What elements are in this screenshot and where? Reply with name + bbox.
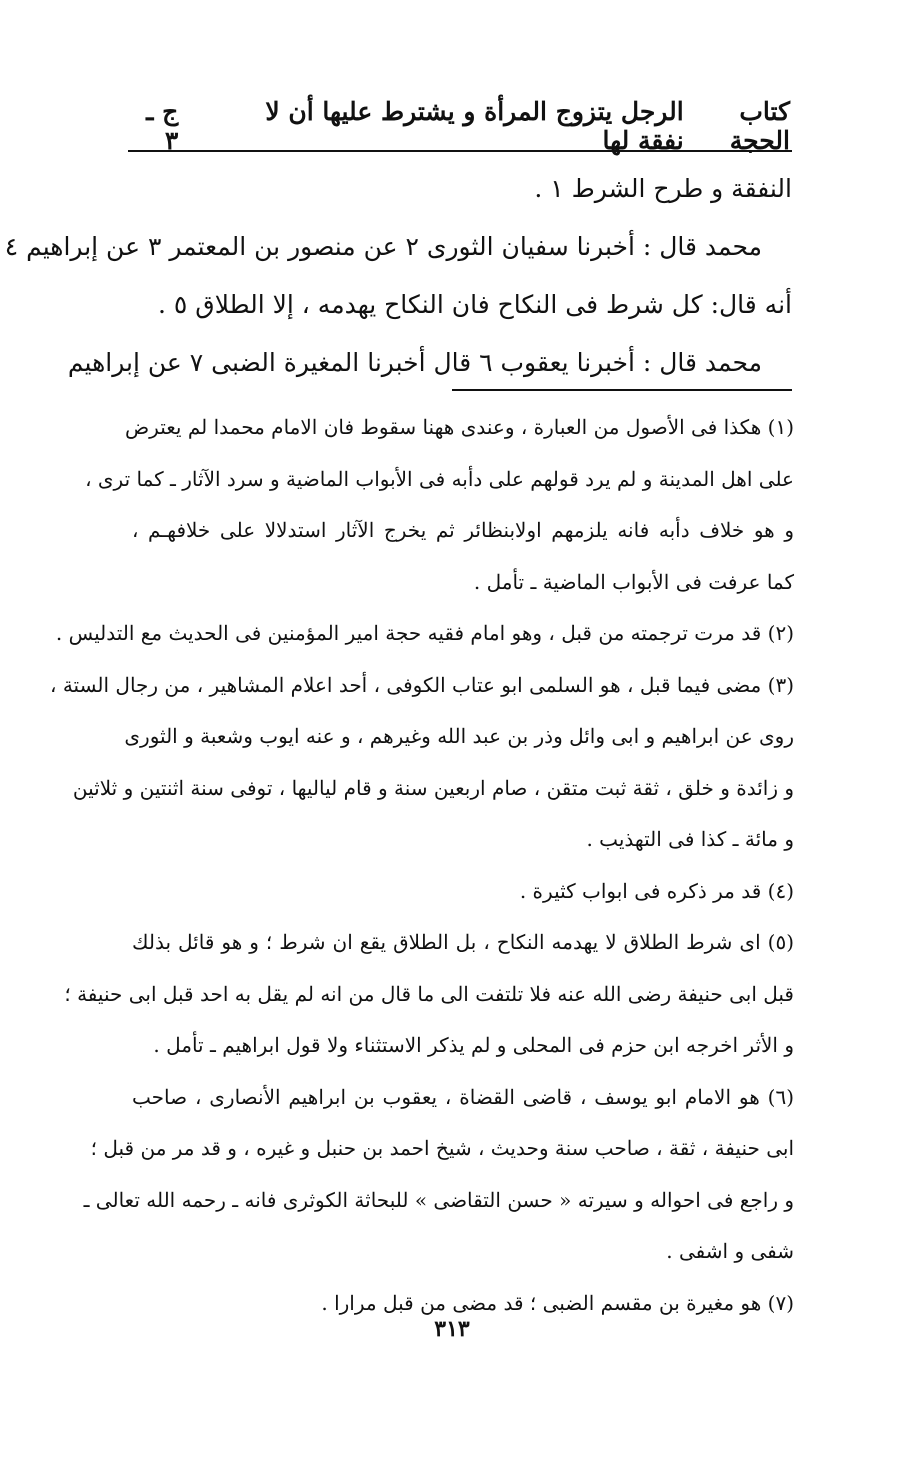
footnote-line: على اهل المدينة و لم يرد قولهم على دأبه فى الأبواب الماضية و سرد الآثار ـ كما ترى ، — [85, 466, 794, 491]
main-line: محمد قال : أخبرنا يعقوب ٦ قال أخبرنا المغيرة الضبى ٧ عن إبراهيم — [67, 348, 762, 377]
main-line: محمد قال : أخبرنا سفيان الثورى ٢ عن منصور بن المعتمر ٣ عن إبراهيم ٤ — [4, 232, 762, 261]
footnote-line: (٤) قد مر ذكره فى ابواب كثيرة . — [519, 878, 794, 903]
footnote-line: كما عرفت فى الأبواب الماضية ـ تأمل . — [473, 569, 794, 594]
footnote-rule — [452, 389, 792, 391]
main-line: النفقة و طرح الشرط ١ . — [534, 174, 792, 203]
chapter-title: الرجل يتزوج المرأة و يشترط عليها أن لا نفقة لها — [265, 97, 684, 155]
footnote-line: (٣) مضى فيما قبل ، هو السلمى ابو عتاب الكوفى ، أحد اعلام المشاهير ، من رجال الستة ، — [50, 672, 794, 697]
page-number: ٣١٣ — [434, 1316, 470, 1342]
footnote-line: و هو خلاف دأبه فانه يلزمهم اولابنظائر ثم يخرج الآثار استدلالا على خلافهـم ، — [132, 518, 794, 542]
footnote-line: شفى و اشفى . — [666, 1239, 794, 1263]
footnote-line: ابى حنيفة ، ثقة ، صاحب سنة وحديث ، شيخ احمد بن حنبل و غيره ، و قد مر من قبل ؛ — [90, 1136, 794, 1160]
footnote-line: (٦) هو الامام ابو يوسف ، قاضى القضاة ، يعقوب بن ابراهيم الأنصارى ، صاحب — [132, 1084, 794, 1109]
footnote-line: و الأثر اخرجه ابن حزم فى المحلى و لم يذكر الاستثناء ولا قول ابراهيم ـ تأمل . — [153, 1033, 794, 1057]
footnote-line: و زائدة و خلق ، ثقة ثبت متقن ، صام اربعين سنة و قام لياليها ، توفى سنة اثنتين و ثلاثين — [72, 775, 794, 800]
volume-label: ج ـ ٣ — [146, 97, 179, 155]
book-title: كتاب الحجة — [729, 97, 790, 155]
footnote-line: روى عن ابراهيم و ابى وائل وذر بن عبد الله وغيرهم ، و عنه ايوب وشعبة و الثورى — [124, 724, 794, 748]
header-rule — [128, 150, 792, 152]
main-line: أنه قال: كل شرط فى النكاح فان النكاح يهدمه ، إلا الطلاق ٥ . — [158, 290, 792, 319]
footnote-line: و مائة ـ كذا فى التهذيب . — [586, 827, 794, 851]
main-text — [4, 160, 792, 392]
running-header — [130, 97, 790, 155]
footnote-line: (٧) هو مغيرة بن مقسم الضبى ؛ قد مضى من قبل مرارا . — [321, 1290, 794, 1315]
footnotes — [50, 402, 794, 1329]
footnote-line: قبل ابى حنيفة رضى الله عنه فلا تلتفت الى ما قال من انه لم يقل به احد قبل ابى حنيفة ؛ — [64, 981, 794, 1006]
footnote-line: (١) هكذا فى الأصول من العبارة ، وعندى ههنا سقوط فان الامام محمدا لم يعترض — [125, 415, 794, 439]
footnote-line: (٥) اى شرط الطلاق لا يهدمه النكاح ، بل الطلاق يقع ان شرط ؛ و هو قائل بذلك — [132, 930, 794, 954]
footnote-line: (٢) قد مرت ترجمته من قبل ، وهو امام فقيه حجة امير المؤمنين فى الحديث مع التدليس . — [55, 621, 794, 645]
footnote-line: و راجع فى احواله و سيرته « حسن التقاضى » للبحاثة الكوثرى فانه ـ رحمه الله تعالى ـ — [83, 1187, 794, 1212]
